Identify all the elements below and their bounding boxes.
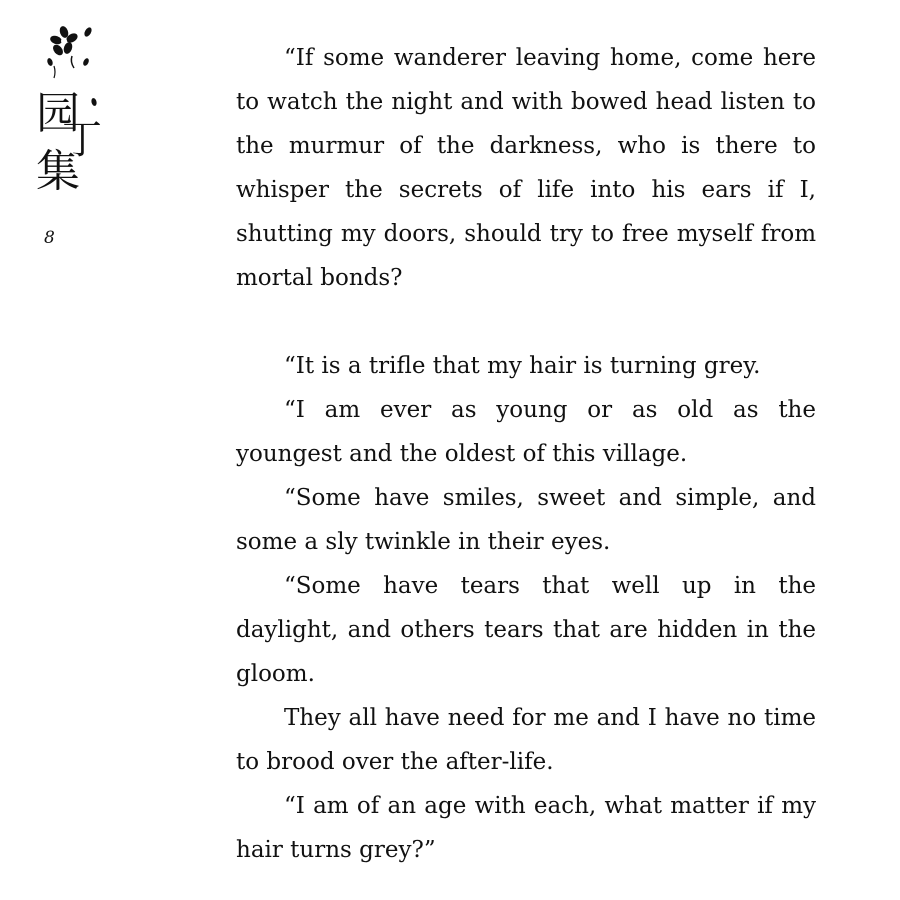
margin-column <box>0 0 120 900</box>
paragraph: “It is a trifle that my hair is turning grey. <box>284 353 761 379</box>
paragraph: “If some wanderer leaving home, come here to watch the night and with bowed head listen to the murmur of the darkness, who is there to whisper the secrets of life into his ears if I, shutting my doors, should try to free myself from mortal bonds? <box>236 45 816 291</box>
paragraph: “Some have smiles, sweet and simple, and some a sly twinkle in their eyes. <box>236 485 816 555</box>
paragraph: They all have need for me and I have no time to brood over the after-life. <box>236 705 816 775</box>
page-number: 8 <box>44 228 55 248</box>
stanza-gap <box>236 300 816 344</box>
poem-body <box>236 36 816 872</box>
vertical-title-char-2: 丁 <box>62 117 102 163</box>
paragraph: “I am of an age with each, what matter if my hair turns grey?” <box>236 793 816 863</box>
paragraph: “I am ever as young or as old as the youngest and the oldest of this village. <box>236 397 816 467</box>
vertical-title-char-3: 集 <box>36 146 80 197</box>
vertical-title-char-1: 园 <box>36 88 80 139</box>
paragraph: “Some have tears that well up in the daylight, and others tears that are hidden in the gloom. <box>236 573 816 687</box>
